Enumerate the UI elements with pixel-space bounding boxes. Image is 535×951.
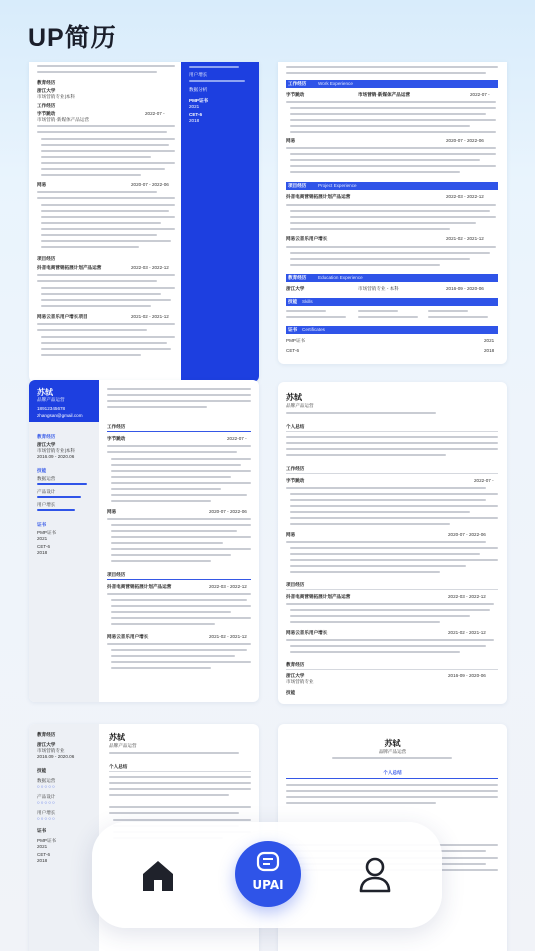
section-summary: 个人总结 — [383, 770, 402, 775]
cert-1-date: 2021 — [484, 338, 495, 343]
section-skill: 技能 — [286, 690, 296, 695]
section-edu: 教育经历 — [37, 434, 56, 439]
section-summary: 个人总结 — [109, 764, 128, 769]
date-1: 2022-07 - — [227, 436, 247, 441]
school: 浙江大学 — [286, 286, 305, 291]
cert-2-date: 2018 — [484, 348, 495, 353]
template-card-4[interactable] — [278, 382, 507, 704]
project-date-1: 2022-03 - 2022-12 — [446, 194, 484, 199]
project-2: 网易云音乐用户增长项目 — [37, 314, 88, 319]
side-item-3: PMP证书 — [189, 98, 209, 103]
project-date-2: 2021-02 - 2021-12 — [131, 314, 169, 319]
date-2: 2020-07 - 2022-06 — [446, 138, 484, 143]
school: 浙江大学 — [37, 442, 56, 447]
project-2: 网易云音乐用户增长 — [286, 630, 328, 635]
home-icon — [140, 858, 176, 894]
company-2: 网易 — [286, 532, 296, 537]
side-item-4: 2021 — [189, 104, 200, 109]
cert-2: CET-6 — [37, 852, 51, 857]
cert-1: PMP证书 — [37, 530, 57, 535]
company-2: 网易 — [286, 138, 296, 143]
template-card-1[interactable] — [29, 62, 259, 382]
project-date-2: 2021-02 - 2021-12 — [446, 236, 484, 241]
side-item-5: CET-6 — [189, 112, 203, 117]
project-date-1: 2022-03 - 2022-12 — [209, 584, 247, 589]
project-date-2: 2021-02 - 2021-12 — [448, 630, 486, 635]
cert-1: PMP证书 — [37, 838, 57, 843]
section-project-en: Project Experience — [318, 183, 357, 188]
cert-1-date: 2021 — [37, 536, 48, 541]
title: 品牌产品运营 — [286, 403, 314, 408]
section-skill: 技能 — [288, 299, 298, 304]
section-bar-skill — [286, 298, 498, 306]
project-date-1: 2022-03 - 2022-12 — [448, 594, 486, 599]
edu-date: 2016-09 - 2020-06 — [446, 286, 484, 291]
skill-3: 用户增长 — [37, 810, 56, 815]
section-skill-en: Skills — [302, 299, 313, 304]
side-item-1: 用户增长 — [189, 72, 208, 77]
section-work-en: Work Experience — [318, 81, 353, 86]
project-1: 抖音电商营销拓展计划产品运营 — [286, 594, 351, 599]
title: 品牌产品运营 — [109, 743, 137, 748]
section-project: 项目经历 — [107, 572, 126, 577]
cert-2: CET-6 — [286, 348, 300, 353]
company-1: 字节跳动 — [286, 92, 305, 97]
project-2: 网易云音乐用户增长 — [286, 236, 328, 241]
bottom-nav — [92, 822, 442, 928]
company-1: 字节跳动 — [37, 111, 56, 116]
section-edu: 教育经历 — [286, 662, 305, 667]
major: 市场营销专业|本科 — [37, 94, 75, 99]
major: 市场营销专业|本科 — [37, 448, 75, 453]
date-1: 2022-07 - — [474, 478, 494, 483]
section-cert: 证书 — [37, 828, 47, 833]
nav-profile-button[interactable] — [358, 856, 392, 894]
cert-2: CET-6 — [37, 544, 51, 549]
section-project: 项目经历 — [37, 256, 56, 261]
section-edu: 教育经历 — [288, 275, 307, 280]
role-1: 市场营销·新媒体产品运营 — [37, 117, 90, 122]
date-1: 2022-07 - — [470, 92, 490, 97]
template-card-3[interactable] — [29, 380, 259, 702]
edu-date: 2016.09 - 2020.06 — [37, 754, 75, 759]
app-title: UP简历 — [28, 24, 117, 52]
email: zhangsan@gmail.com — [37, 413, 83, 418]
company-2: 网易 — [37, 182, 47, 187]
edu-date: 2016.09 - 2020.06 — [37, 454, 75, 459]
project-date-2: 2021-02 - 2021-12 — [209, 634, 247, 639]
cert-2-date: 2018 — [37, 858, 48, 863]
name: 苏轼 — [109, 733, 125, 742]
date-2: 2020-07 - 2022-06 — [448, 532, 486, 537]
section-work: 工作经历 — [107, 424, 126, 429]
major: 市场营销专业 - 本科 — [358, 286, 399, 291]
title: 品牌产品运营 — [378, 749, 407, 754]
company-1: 字节跳动 — [107, 436, 126, 441]
major: 市场营销专业 — [37, 748, 65, 753]
school: 浙江大学 — [37, 88, 56, 93]
role-1: 市场营销·新媒体产品运营 — [358, 92, 411, 97]
name: 苏轼 — [37, 388, 53, 397]
company-1: 字节跳动 — [286, 478, 305, 483]
side-item-2: 数据分析 — [189, 87, 208, 92]
section-work: 工作经历 — [37, 103, 56, 108]
nav-ai-label: UPAI — [252, 878, 284, 892]
section-cert: 证书 — [288, 327, 298, 332]
name: 苏轼 — [384, 739, 401, 748]
project-2: 网易云音乐用户增长 — [107, 634, 149, 639]
template-card-5[interactable]: 教育经历 浙江大学 市场营销专业 2016.09 - 2020.06 技能 数据运营 ○○○○○ 产品设计 ○○○○○ 用户增长 ○○○○○ 证书 PMP证书 2021 CET-6 2018 苏轼 品牌产品运营 个人总结 — [29, 724, 259, 951]
chat-bubble-icon — [235, 841, 301, 879]
project-date-1: 2022-03 - 2022-12 — [131, 265, 169, 270]
section-summary: 个人总结 — [286, 424, 305, 429]
edu-date: 2016-09 - 2020-06 — [448, 673, 486, 678]
side-item-6: 2018 — [189, 118, 200, 123]
section-edu-label: 教育经历 — [37, 80, 56, 85]
skill-2: 产品设计 — [37, 794, 56, 799]
header — [0, 0, 535, 62]
title: 品牌产品运营 — [37, 397, 65, 402]
template-card-2[interactable] — [278, 62, 507, 364]
user-icon — [358, 856, 392, 894]
school: 浙江大学 — [286, 673, 305, 678]
company-2: 网易 — [107, 509, 117, 514]
skill-1: 数据运营 — [37, 476, 56, 481]
section-skill: 技能 — [37, 768, 47, 773]
project-1: 抖音电商营销拓展计划产品运营 — [37, 265, 102, 270]
cert-2-date: 2018 — [37, 550, 48, 555]
section-cert-en: Certificates — [302, 327, 325, 332]
nav-home-button[interactable] — [140, 858, 176, 894]
section-work: 工作经历 — [288, 81, 307, 86]
skill-1: 数据运营 — [37, 778, 56, 783]
cert-1: PMP证书 — [286, 338, 306, 343]
project-1: 抖音电商营销拓展计划产品运营 — [107, 584, 172, 589]
section-skill: 技能 — [37, 468, 47, 473]
section-cert: 证书 — [37, 522, 47, 527]
project-1: 抖音电商营销拓展计划产品运营 — [286, 194, 351, 199]
date-2: 2020-07 - 2022-06 — [209, 509, 247, 514]
phone: 18912345678 — [37, 406, 66, 411]
school: 浙江大学 — [37, 742, 56, 747]
name: 苏轼 — [286, 393, 302, 402]
major: 市场营销专业 — [286, 679, 314, 684]
section-edu-en: Education Experience — [318, 275, 363, 280]
date-2: 2020-07 - 2022-06 — [131, 182, 169, 187]
section-edu: 教育经历 — [37, 732, 56, 737]
section-work: 工作经历 — [286, 466, 305, 471]
section-project: 项目经历 — [288, 183, 307, 188]
skill-3: 用户增长 — [37, 502, 56, 507]
date-1: 2022-07 - — [145, 111, 165, 116]
section-project: 项目经历 — [286, 582, 305, 587]
skill-2: 产品设计 — [37, 489, 56, 494]
nav-ai-button[interactable] — [235, 841, 301, 907]
cert-1-date: 2021 — [37, 844, 48, 849]
